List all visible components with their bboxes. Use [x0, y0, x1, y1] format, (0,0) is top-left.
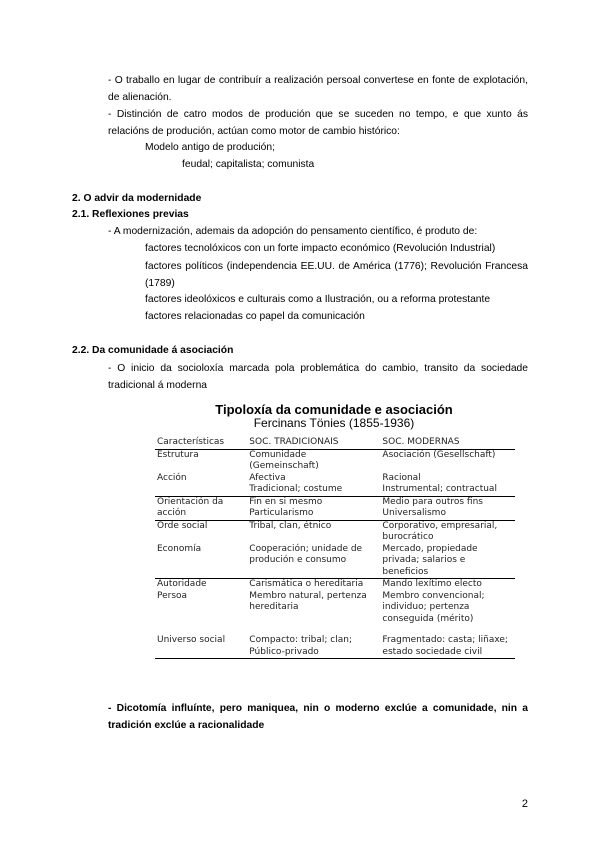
- row-label: Acción: [157, 472, 187, 483]
- row-label: Persoa: [157, 590, 188, 601]
- subsection-heading-2: 2.2. Da comunidade á asociación: [72, 345, 234, 356]
- traditional-cell: Tradicional; costume: [249, 484, 343, 494]
- modern-cell: Mando lexítimo electo: [380, 579, 515, 591]
- typology-table: [155, 437, 515, 659]
- row-label: Estrutura: [157, 449, 199, 460]
- table-row: [155, 579, 515, 591]
- subsection-heading-1: 2.1. Reflexiones previas: [72, 209, 189, 220]
- intro-line-1: Modelo antigo de produción;: [145, 142, 275, 153]
- header-modern: SOC. MODERNAS: [380, 437, 515, 449]
- header-characteristics: Características: [155, 437, 247, 449]
- table-row: [155, 473, 515, 485]
- factor-technological: factores tecnolóxicos con un forte impacto económico (Revolución Industrial): [145, 243, 496, 254]
- traditional-cell: Membro natural, pertenza hereditaria: [249, 590, 367, 612]
- table-header-row: [155, 437, 515, 449]
- header-traditional: SOC. TRADICIONAIS: [247, 437, 380, 449]
- paragraph-change: - O inicio da socioloxía marcada pola problemática do cambio, transito da sociedade tradicional á moderna: [108, 363, 528, 391]
- intro-paragraph-2: - Distinción de catro modos de produción que se suceden no tempo, e que xunto ás relacións de produción, actúan como motor de cambio histórico:: [108, 109, 528, 137]
- traditional-cell: Tribal, clan, étnico: [247, 520, 380, 544]
- table-row: [155, 520, 515, 544]
- traditional-cell: Comunidade (Gemeinschaft): [249, 449, 319, 471]
- section-heading: 2. O advir da modernidade: [72, 193, 202, 204]
- table-row: [155, 496, 515, 520]
- row-label: [155, 484, 247, 496]
- modern-cell: Corporativo, empresarial, burocrático: [380, 520, 515, 544]
- table-title: Tipoloxía da comunidade e asociación: [215, 402, 453, 417]
- row-label: Economía: [157, 543, 202, 554]
- modern-cell: Mercado, propiedade privada; salarios e beneficios: [382, 543, 478, 577]
- factor-political: factores políticos (independencia EE.UU. de América (1776); Revolución Francesa (1789): [145, 261, 528, 289]
- traditional-cell: Cooperación; unidade de produción e consumo: [249, 543, 363, 565]
- row-label: Orientación da acción: [155, 496, 247, 520]
- modern-cell: Fragmentado: casta; liñaxe; estado sociedade civil: [380, 625, 515, 659]
- modern-cell: Racional: [382, 472, 421, 483]
- traditional-cell: Afectiva: [249, 472, 286, 483]
- modern-cell: Medio para outros fins Universalismo: [380, 496, 515, 520]
- closing-paragraph: - Dicotomía influínte, pero maniquea, nin o moderno exclúe a comunidade, nin a tradición exclúe a racionalidade: [108, 703, 528, 731]
- table-row: [155, 591, 515, 626]
- traditional-cell: Fin en si mesmo Particularismo: [247, 496, 380, 520]
- traditional-cell: Carismática o hereditaria: [247, 579, 380, 591]
- traditional-cell: Compacto: tribal; clan; Público-privado: [247, 625, 380, 659]
- table-row: [155, 484, 515, 496]
- modern-cell: Instrumental; contractual: [382, 484, 497, 494]
- intro-line-2: feudal; capitalista; comunista: [182, 159, 315, 170]
- table-subtitle: Fercinans Tönies (1855-1936): [253, 416, 415, 430]
- row-label: Orde social: [155, 520, 247, 544]
- page-number: 2: [521, 798, 528, 810]
- row-label: Universo social: [155, 625, 247, 659]
- paragraph-modernization: - A modernización, ademais da adopción do pensamento científico, é produto de:: [108, 226, 478, 237]
- modern-cell: Asociación (Gesellschaft): [382, 449, 496, 460]
- table-row: [155, 544, 515, 579]
- table-row: [155, 625, 515, 659]
- row-label: Autoridade: [155, 579, 247, 591]
- modern-cell: Membro convencional; individuo; pertenza conseguida (mérito): [382, 590, 485, 624]
- factor-communication: factores relacionadas co papel da comunicación: [145, 311, 365, 322]
- table-row: [155, 449, 515, 473]
- intro-paragraph-1: - O traballo en lugar de contribuír a realización persoal convertese en fonte de explotación, de alienación.: [108, 75, 528, 103]
- factor-ideological: factores ideolóxicos e culturais como a Ilustración, ou a reforma protestante: [145, 294, 491, 305]
